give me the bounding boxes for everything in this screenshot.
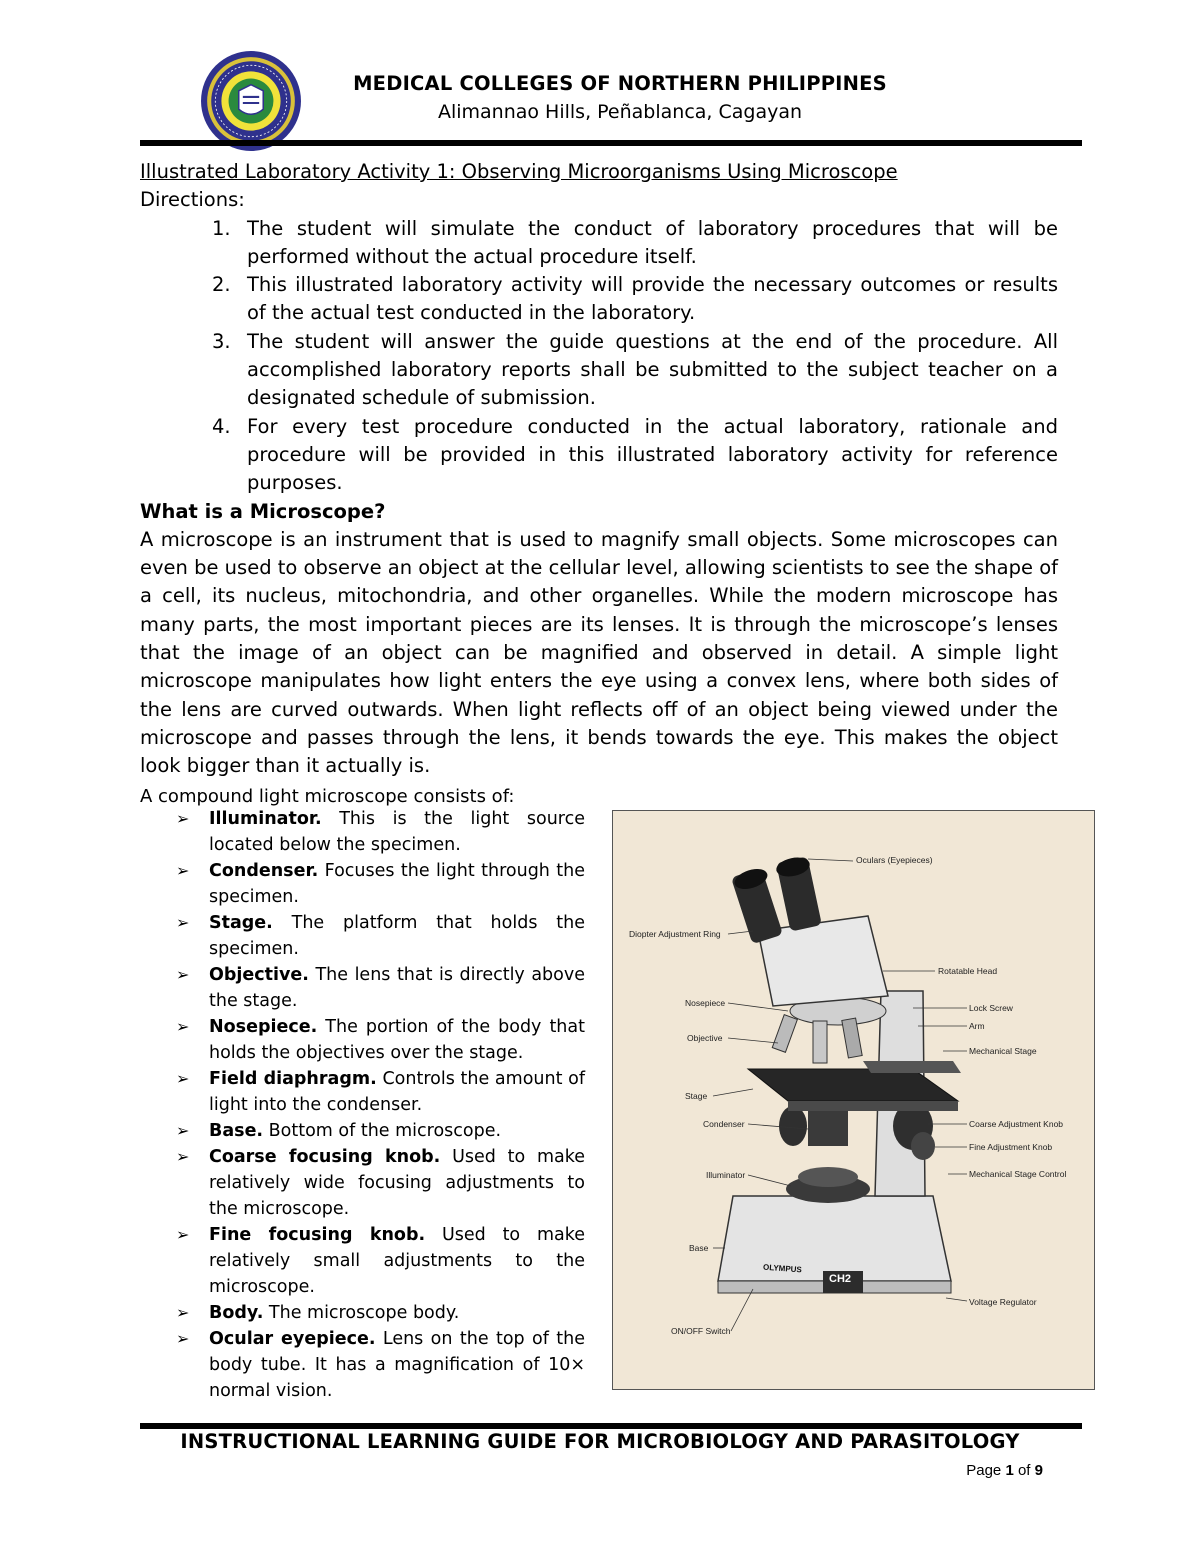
part-term: Fine focusing knob.: [209, 1225, 426, 1245]
arrow-bullet-icon: ➢: [176, 1329, 190, 1348]
list-item: [140, 1222, 585, 1300]
page-number: [966, 1462, 1043, 1479]
part-term: Base.: [209, 1121, 264, 1141]
directions-list: [140, 215, 1058, 498]
institution-name: MEDICAL COLLEGES OF NORTHERN PHILIPPINES: [353, 72, 887, 95]
list-item: [140, 962, 585, 1014]
parts-intro: A compound light microscope consists of:: [140, 785, 515, 807]
label-voltage-regulator: Voltage Regulator: [969, 1297, 1037, 1307]
arrow-bullet-icon: ➢: [176, 1121, 190, 1140]
institution-address: Alimannao Hills, Peñablanca, Cagayan: [437, 101, 803, 123]
list-item: [140, 1118, 585, 1144]
footer-divider: [140, 1423, 1082, 1429]
list-number: 1.: [212, 216, 231, 240]
list-item: [140, 1066, 585, 1118]
label-arm: Arm: [969, 1021, 985, 1031]
part-desc: The portion of the body that holds the objectives over the stage.: [209, 1017, 585, 1063]
arrow-bullet-icon: ➢: [176, 965, 190, 984]
part-desc: Focuses the light through the specimen.: [209, 861, 585, 907]
part-term: Illuminator.: [209, 809, 322, 829]
list-item: [140, 806, 585, 858]
label-lock-screw: Lock Screw: [969, 1003, 1013, 1013]
microscope-paragraph: A microscope is an instrument that is used to magnify small objects. Some microscopes can even be used to observe an object at the cellular level, allowing scientists to see the shape of a cell, its nucleus, mitochondria, and other organelles. While the modern microscope has many parts, the most important pieces are its lenses. It is through the microscope’s lenses that the image of an object can be magnified and observed in detail. A simple light microscope manipulates how light enters the eye using a convex lens, where both sides of the lens are curved outwards. When light reflects off of an object being viewed under the microscope and passes through the lens, it bends towards the eye. This makes the object look bigger than it actually is.: [140, 527, 1058, 778]
page-of: of: [1017, 1462, 1031, 1479]
list-number: 4.: [212, 414, 231, 438]
list-item: [140, 1144, 585, 1222]
part-desc: The lens that is directly above the stage.: [209, 965, 585, 1011]
directions-label: Directions:: [140, 188, 245, 212]
part-desc: Used to make relatively small adjustments to the microscope.: [209, 1225, 585, 1297]
header-divider: [140, 140, 1082, 146]
list-item: [140, 215, 1058, 272]
arrow-bullet-icon: ➢: [176, 913, 190, 932]
part-desc: The microscope body.: [263, 1303, 460, 1323]
list-text: The student will answer the guide questions at the end of the procedure. All accomplished laboratory reports shall be submitted to the subject teacher on a designated schedule of submission.: [247, 329, 1058, 410]
part-desc: This is the light source located below the specimen.: [209, 809, 585, 855]
part-term: Field diaphragm.: [209, 1069, 377, 1089]
brand-label: OLYMPUS: [762, 1262, 803, 1275]
part-desc: Used to make relatively wide focusing adjustments to the microscope.: [209, 1147, 585, 1219]
arrow-bullet-icon: ➢: [176, 1069, 190, 1088]
microscope-diagram: [612, 810, 1095, 1390]
list-text: The student will simulate the conduct of laboratory procedures that will be performed without the actual procedure itself.: [247, 216, 1058, 268]
part-desc: The platform that holds the specimen.: [209, 913, 585, 959]
label-coarse-knob: Coarse Adjustment Knob: [969, 1119, 1064, 1129]
list-item: [140, 1326, 585, 1404]
label-on-off-switch: ON/OFF Switch: [671, 1326, 731, 1336]
label-oculars: Oculars (Eyepieces): [856, 855, 933, 865]
list-item: [140, 328, 1058, 413]
label-fine-knob: Fine Adjustment Knob: [969, 1142, 1053, 1152]
arrow-bullet-icon: ➢: [176, 809, 190, 828]
list-item: [140, 271, 1058, 328]
part-desc: Controls the amount of light into the condenser.: [209, 1069, 585, 1115]
label-stage: Stage: [685, 1091, 708, 1101]
label-mech-stage-control: Mechanical Stage Control: [969, 1169, 1067, 1179]
list-item: [140, 1014, 585, 1066]
list-text: For every test procedure conducted in the actual laboratory, rationale and procedure will be provided in this illustrated laboratory activity for reference purposes.: [247, 414, 1058, 495]
activity-title: Illustrated Laboratory Activity 1: Observing Microorganisms Using Microscope: [140, 160, 898, 183]
page-total: 9: [1034, 1462, 1043, 1479]
part-desc: Bottom of the microscope.: [263, 1121, 502, 1141]
part-term: Objective.: [209, 965, 309, 985]
part-term: Condenser.: [209, 861, 319, 881]
label-illuminator: Illuminator: [706, 1170, 746, 1180]
microscope-parts-list: [140, 806, 585, 1404]
list-item: [140, 413, 1058, 498]
part-desc: Lens on the top of the body tube. It has a magnification of 10× normal vision.: [209, 1329, 586, 1401]
part-term: Ocular eyepiece.: [209, 1329, 376, 1349]
label-nosepiece: Nosepiece: [685, 998, 726, 1008]
section-heading: What is a Microscope?: [140, 499, 386, 523]
page-header: [0, 0, 1200, 150]
arrow-bullet-icon: ➢: [176, 1147, 190, 1166]
arrow-bullet-icon: ➢: [176, 1225, 190, 1244]
label-diopter: Diopter Adjustment Ring: [629, 929, 721, 939]
label-base: Base: [689, 1243, 709, 1253]
list-number: 3.: [212, 329, 231, 353]
list-number: 2.: [212, 273, 231, 297]
label-rotatable-head: Rotatable Head: [938, 966, 998, 976]
arrow-bullet-icon: ➢: [176, 1017, 190, 1036]
label-objective: Objective: [687, 1033, 723, 1043]
arrow-bullet-icon: ➢: [176, 1303, 190, 1322]
label-condenser: Condenser: [703, 1119, 745, 1129]
page-word: Page: [966, 1462, 1002, 1479]
part-term: Stage.: [209, 913, 273, 933]
part-term: Coarse focusing knob.: [209, 1147, 441, 1167]
model-label: CH2: [829, 1273, 852, 1285]
part-term: Nosepiece.: [209, 1017, 318, 1037]
footer-title: INSTRUCTIONAL LEARNING GUIDE FOR MICROBIOLOGY AND PARASITOLOGY: [180, 1430, 1020, 1453]
part-term: Body.: [209, 1303, 264, 1323]
list-text: This illustrated laboratory activity will provide the necessary outcomes or results of the actual test conducted in the laboratory.: [247, 273, 1058, 325]
list-item: [140, 910, 585, 962]
list-item: [140, 858, 585, 910]
label-mechanical-stage: Mechanical Stage: [969, 1046, 1037, 1056]
list-item: [140, 1300, 585, 1326]
arrow-bullet-icon: ➢: [176, 861, 190, 880]
page-current: 1: [1005, 1462, 1014, 1479]
document-body: [140, 158, 1058, 811]
